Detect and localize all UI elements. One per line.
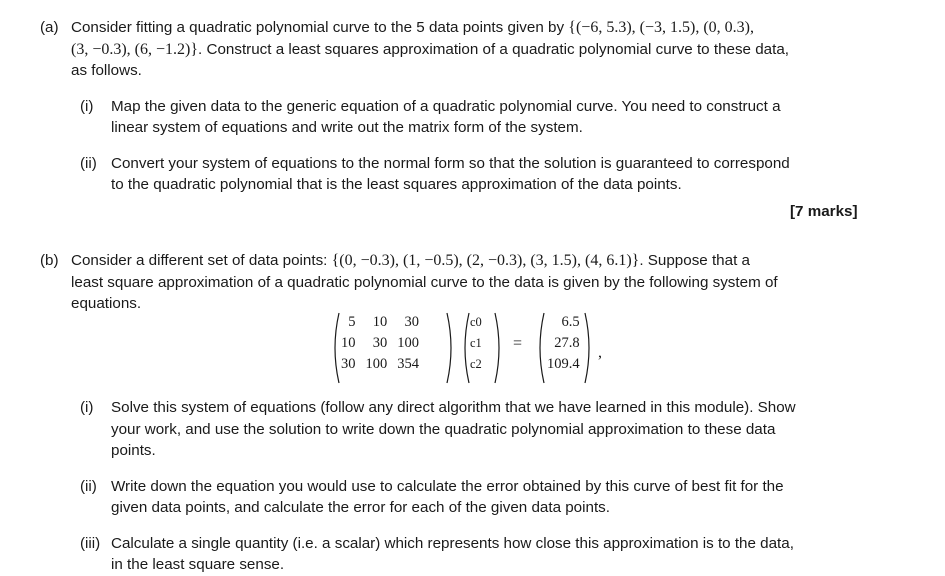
rhs-vector: 6.5 27.8 109.4 [547, 314, 580, 372]
unknowns-vector: c0 c1 c2 [470, 315, 482, 371]
part-b-subquestions [40, 383, 880, 576]
right-paren-icon [446, 312, 456, 384]
part-a-intro: Consider fitting a quadratic polynomial curve to the 5 data points given by {(−6, 5.3), (−3, 1.5), (0, 0.3), (3, −0.3), (6, −1.2)}. Construct a least squares approximation of a quadratic polynomial curve to these data, as follows. [71, 19, 789, 79]
trailing-comma: , [598, 344, 602, 361]
question-part-a [40, 17, 880, 196]
part-a-sub-ii: (ii) Convert your system of equations to the normal form so that the solution is guaranteed to correspond to the quadratic polynomial that is the least squares approximation of the data points. [80, 154, 790, 193]
right-paren-icon [584, 312, 594, 384]
part-a-sub-i: (i) Map the given data to the generic equation of a quadratic polynomial curve. You need to construct a linear system of equations and write out the matrix form of the system. [80, 97, 781, 136]
part-b-sub-ii: (ii) Write down the equation you would use to calculate the error obtained by this curve of best fit for the given data points, and calculate the error for each of the given data points. [80, 477, 784, 516]
part-a-points-2: (3, −0.3), (6, −1.2)} [71, 40, 199, 58]
marks-label: [7 marks] [790, 203, 858, 220]
part-b-sub-iii: (iii) Calculate a single quantity (i.e. a scalar) which represents how close this approximation is to the data, in the least square sense. [80, 534, 794, 573]
part-b-sub-i: (i) Solve this system of equations (follow any direct algorithm that we have learned in this module). Show your work, and use the solution to write down the quadratic polynomial approximation to these data points. [80, 399, 796, 459]
equals-sign: = [513, 335, 523, 352]
right-paren-icon [494, 312, 504, 384]
question-part-b [40, 250, 880, 315]
part-b-label: (b) [40, 252, 59, 269]
matrix-equation [330, 312, 630, 384]
part-a-label: (a) [40, 19, 59, 36]
part-a-points: {(−6, 5.3), (−3, 1.5), (0, 0.3), [568, 19, 754, 36]
part-b-intro: Consider a different set of data points: {(0, −0.3), (1, −0.5), (2, −0.3), (3, 1.5), (4, 6.1)}. Suppose that a least square approximation of a quadratic polynomial curve to the data is given by the following system of equations. [71, 252, 778, 312]
part-b-points: {(0, −0.3), (1, −0.5), (2, −0.3), (3, 1.5), (4, 6.1)} [331, 252, 640, 269]
coefficient-matrix: 5 10 30 10 30 100 30 100 354 [341, 314, 419, 372]
